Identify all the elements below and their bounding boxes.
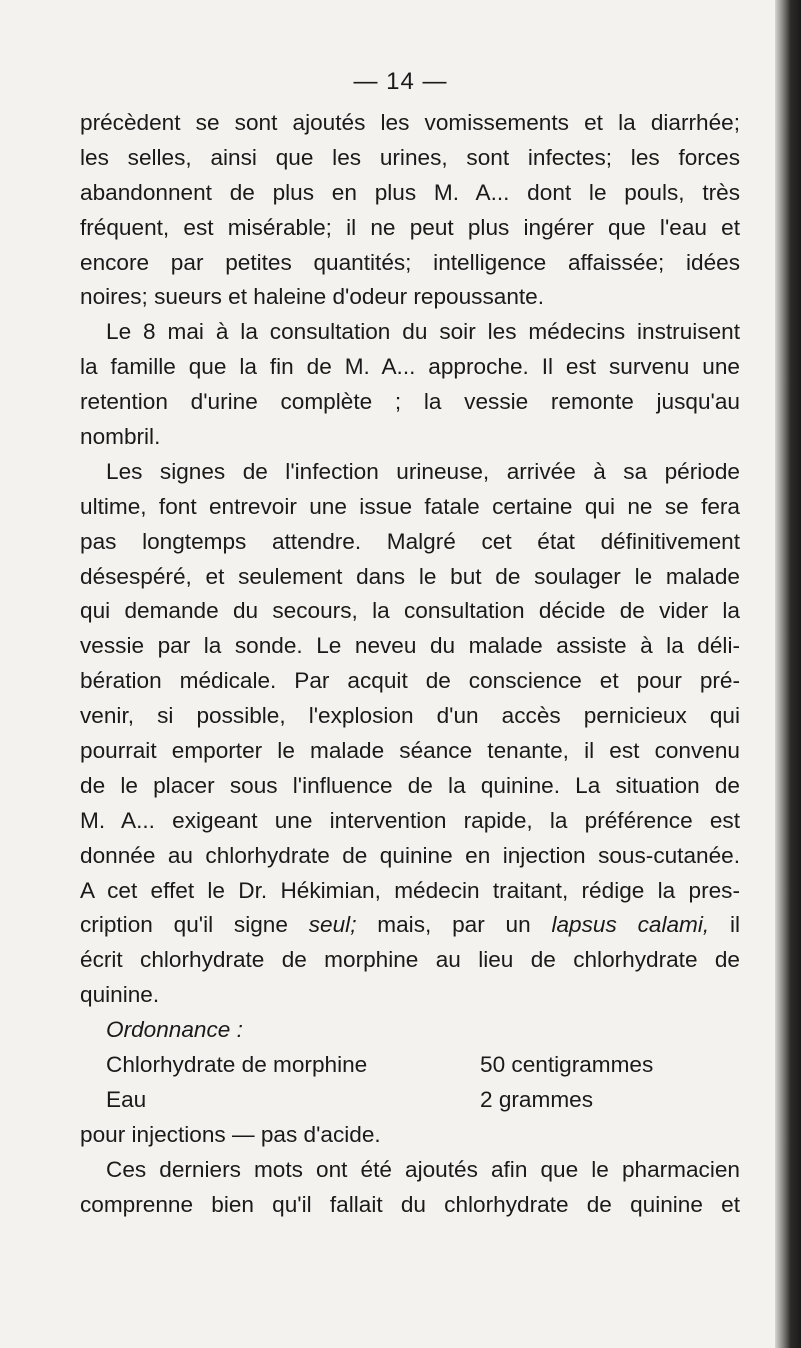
text-line: Le 8 mai à la consultation du soir les médecins instruisent <box>106 319 740 345</box>
italic-text: seul; <box>308 912 357 938</box>
text-line: A cet effet le Dr. Hékimian, médecin traitant, rédige la pres- <box>80 877 740 903</box>
text-line: la famille que la fin de M. A... approche. Il est survenu une <box>80 354 740 380</box>
text-line: ultime, font entrevoir une issue fatale certaine qui ne se fera <box>80 493 740 519</box>
prescription-item <box>80 1083 740 1118</box>
text-line: venir, si possible, l'explosion d'un accès pernicieux qui <box>80 703 740 729</box>
prescription-note: pour injections — pas d'acide. <box>80 1121 381 1147</box>
text-line-with-italics <box>80 908 740 943</box>
prescription-item <box>80 1048 740 1083</box>
text-line: comprenne bien qu'il fallait du chlorhydrate de quinine et <box>80 1191 740 1217</box>
text-span: mais, par un <box>356 912 552 938</box>
text-line: bération médicale. Par acquit de conscience et pour pré- <box>80 668 740 694</box>
text-line: Les signes de l'infection urineuse, arrivée à sa période <box>106 458 740 484</box>
text-line: pourrait emporter le malade séance tenante, il est convenu <box>80 738 740 764</box>
text-line: pas longtemps attendre. Malgré cet état définitivement <box>80 528 740 554</box>
text-line: encore par petites quantités; intelligence affaissée; idées <box>80 249 740 275</box>
text-line: retention d'urine complète ; la vessie remonte jusqu'au <box>80 389 740 415</box>
prescription-item-name: Chlorhydrate de morphine <box>106 1052 368 1078</box>
text-line: noires; sueurs et haleine d'odeur repoussante. <box>80 284 545 310</box>
prescription-heading: Ordonnance : <box>106 1017 243 1043</box>
page-number: — 14 — <box>353 68 448 95</box>
text-line: Ces derniers mots ont été ajoutés afin que le pharmacien <box>106 1156 740 1182</box>
prescription-item-name: Eau <box>106 1086 147 1112</box>
text-line: nombril. <box>80 424 161 450</box>
text-line: précèdent se sont ajoutés les vomissements et la diarrhée; <box>80 110 740 135</box>
body-text <box>80 106 740 1223</box>
text-line: écrit chlorhydrate de morphine au lieu de chlorhydrate de <box>80 947 740 973</box>
text-line: vessie par la sonde. Le neveu du malade assiste à la déli- <box>80 633 740 659</box>
prescription-item-qty: 50 centigrammes <box>480 1052 654 1078</box>
text-span: cription qu'il signe <box>80 912 309 938</box>
text-line: qui demande du secours, la consultation décide de vider la <box>80 598 740 624</box>
text-line: quinine. <box>80 982 160 1008</box>
text-line: M. A... exigeant une intervention rapide, la préférence est <box>80 807 740 833</box>
text-line: donnée au chlorhydrate de quinine en injection sous-cutanée. <box>80 842 740 868</box>
text-line: fréquent, est misérable; il ne peut plus ingérer que l'eau et <box>80 214 740 240</box>
text-span: il <box>709 912 740 938</box>
text-line: les selles, ainsi que les urines, sont infectes; les forces <box>80 144 740 170</box>
italic-text: lapsus calami, <box>551 912 710 938</box>
text-line: de le placer sous l'influence de la quinine. La situation de <box>80 772 740 798</box>
text-line: abandonnent de plus en plus M. A... dont le pouls, très <box>80 179 740 205</box>
text-line: désespéré, et seulement dans le but de soulager le malade <box>80 563 740 589</box>
prescription-item-qty: 2 grammes <box>480 1086 594 1112</box>
book-spine-shadow <box>775 0 801 1348</box>
